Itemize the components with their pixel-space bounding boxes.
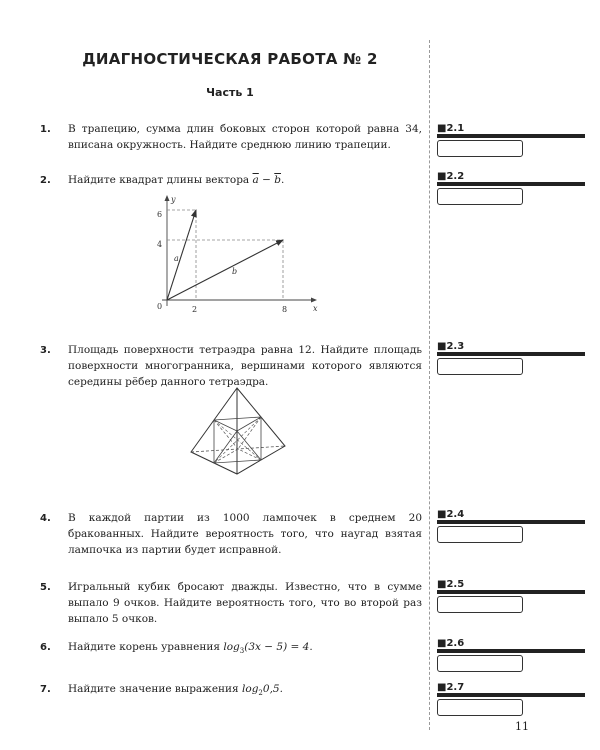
vector-b-label: b bbox=[232, 267, 238, 276]
answer-label: ■2.2 bbox=[437, 171, 465, 182]
vector-chart bbox=[140, 192, 330, 322]
origin-label: 0 bbox=[157, 302, 163, 311]
task-text-1: В трапецию, сумма длин боковых сторон которой равна 34, вписана окружность. Найдите среднюю линию трапеции. bbox=[68, 123, 422, 151]
answer-field[interactable] bbox=[437, 140, 523, 157]
log-word-6: log bbox=[223, 641, 240, 653]
task-6-text-after: . bbox=[309, 641, 313, 653]
answer-2-6 bbox=[437, 639, 585, 672]
answer-bar bbox=[437, 590, 585, 594]
page-title: ДИАГНОСТИЧЕСКАЯ РАБОТА № 2 bbox=[82, 50, 378, 68]
vector-b-symbol: $\overline{b}$ bbox=[274, 174, 282, 186]
task-number-3: 3. bbox=[40, 345, 51, 356]
axis-x-label: x bbox=[313, 304, 318, 313]
task-text-5: Игральный кубик бросают дважды. Известно, что в сумме выпало 9 очков. Найдите вероятность того, что во второй раз выпало 5 очков. bbox=[68, 581, 422, 625]
log-argument-6: (3x − 5) = 4 bbox=[244, 641, 310, 653]
column-divider bbox=[429, 40, 430, 730]
task-text-2 bbox=[68, 172, 422, 188]
answer-2-2 bbox=[437, 172, 585, 205]
answer-bar bbox=[437, 352, 585, 356]
task-7-text-after: . bbox=[279, 683, 283, 695]
answer-field[interactable] bbox=[437, 358, 523, 375]
task-text-7 bbox=[68, 681, 422, 701]
log-argument-7: 0,5 bbox=[262, 683, 280, 695]
vector-a bbox=[167, 210, 196, 300]
vector-b bbox=[167, 240, 283, 300]
y-tick-6: 6 bbox=[157, 210, 163, 219]
answer-bar bbox=[437, 134, 585, 138]
task-number-2: 2. bbox=[40, 175, 51, 186]
answer-label: ■2.6 bbox=[437, 638, 465, 649]
answer-bar bbox=[437, 649, 585, 653]
answer-field[interactable] bbox=[437, 526, 523, 543]
task-text-6 bbox=[68, 639, 422, 659]
page-number: 11 bbox=[515, 720, 529, 733]
log-word-7: log bbox=[242, 683, 259, 695]
log-base-7: 2 bbox=[258, 689, 263, 698]
answer-label: ■2.3 bbox=[437, 341, 465, 352]
vector-a-label: a bbox=[174, 254, 179, 263]
x-tick-8: 8 bbox=[282, 305, 288, 314]
answer-2-5 bbox=[437, 580, 585, 613]
task-number-1: 1. bbox=[40, 124, 51, 135]
answer-2-1 bbox=[437, 124, 585, 157]
answer-label: ■2.1 bbox=[437, 123, 465, 134]
axis-y-label: y bbox=[171, 195, 176, 204]
task-number-4: 4. bbox=[40, 513, 51, 524]
answer-field[interactable] bbox=[437, 655, 523, 672]
answer-bar bbox=[437, 520, 585, 524]
answer-bar bbox=[437, 182, 585, 186]
x-tick-2: 2 bbox=[192, 305, 198, 314]
y-tick-4: 4 bbox=[157, 240, 163, 249]
answer-field[interactable] bbox=[437, 188, 523, 205]
part-title: Часть 1 bbox=[206, 86, 254, 99]
task-6-text-before: Найдите корень уравнения bbox=[68, 641, 224, 653]
answer-label: ■2.5 bbox=[437, 579, 465, 590]
answer-2-3 bbox=[437, 342, 585, 375]
task-7-text-before: Найдите значение выражения bbox=[68, 683, 243, 695]
tetrahedron-figure bbox=[185, 382, 295, 482]
task-text-4: В каждой партии из 1000 лампочек в среднем 20 бракованных. Найдите вероятность того, что наугад взятая лампочка из партии будет исправной. bbox=[68, 512, 422, 556]
task-2-text-before: Найдите квадрат длины вектора bbox=[68, 174, 253, 186]
task-number-6: 6. bbox=[40, 642, 51, 653]
task-text-3: Площадь поверхности тетраэдра равна 12. Найдите площадь поверхности многогранника, вершинами которого являются середины рёбер данного тетраэдра. bbox=[68, 344, 422, 388]
minus-sign: − bbox=[258, 174, 275, 186]
answer-field[interactable] bbox=[437, 596, 523, 613]
answer-2-4 bbox=[437, 510, 585, 543]
task-number-7: 7. bbox=[40, 684, 51, 695]
log-base-6: 3 bbox=[239, 647, 245, 656]
answer-field[interactable] bbox=[437, 699, 523, 716]
answer-bar bbox=[437, 693, 585, 697]
vector-a-symbol: $\overline{a}$ bbox=[252, 174, 259, 186]
answer-label: ■2.4 bbox=[437, 509, 465, 520]
task-number-5: 5. bbox=[40, 582, 51, 593]
task-2-text-after: . bbox=[281, 174, 285, 186]
answer-label: ■2.7 bbox=[437, 682, 465, 693]
answer-2-7 bbox=[437, 683, 585, 716]
